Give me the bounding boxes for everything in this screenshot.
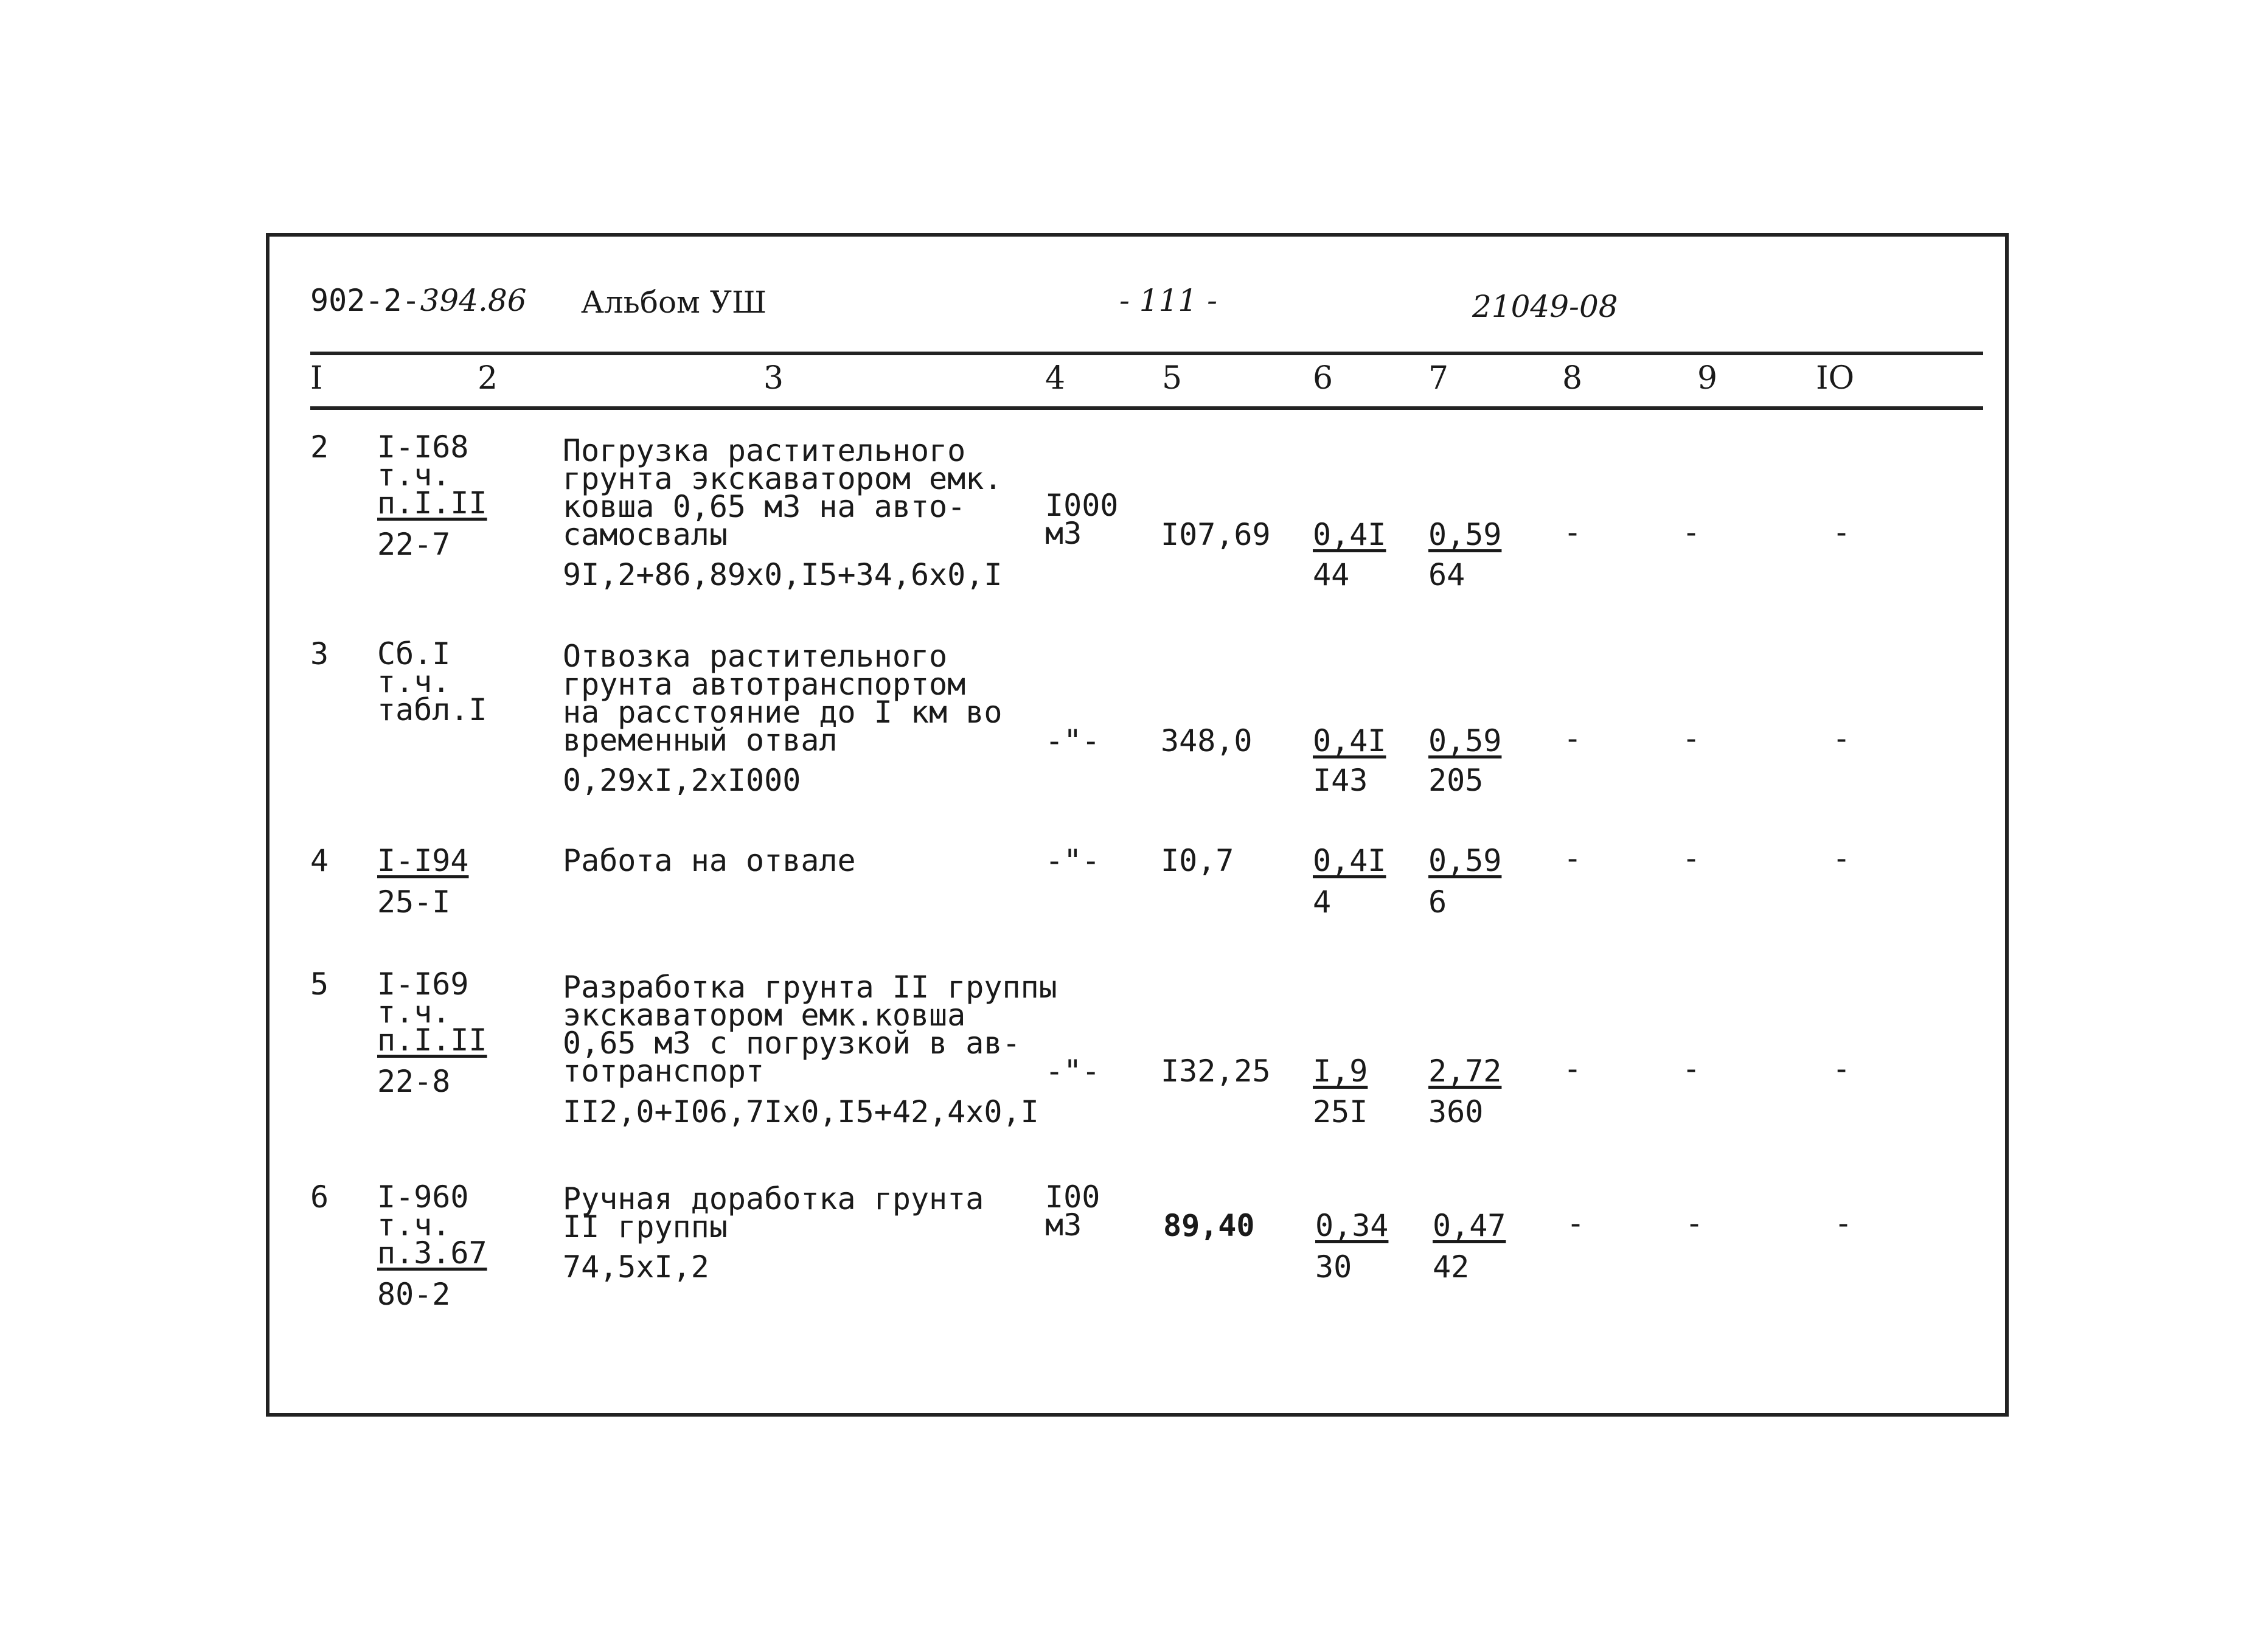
row-col8: - bbox=[1563, 1051, 1582, 1086]
row-unit: -"- bbox=[1045, 843, 1100, 878]
col-header-4: 4 bbox=[1045, 360, 1066, 397]
row-value: 348,0 bbox=[1161, 723, 1253, 758]
row-ref-code: 80-2 bbox=[377, 1277, 451, 1312]
row-col6-top: 0,4I bbox=[1313, 843, 1386, 878]
col-header-9: 9 bbox=[1697, 360, 1718, 397]
row-col7-top: 0,59 bbox=[1428, 723, 1502, 758]
row-col10: - bbox=[1834, 1206, 1853, 1241]
row-col7-top: 0,59 bbox=[1428, 517, 1502, 552]
row-ref-code: 25-I bbox=[377, 884, 451, 920]
row-col8: - bbox=[1563, 841, 1582, 876]
album-title: Альбом УШ bbox=[581, 285, 767, 320]
row-col10: - bbox=[1832, 515, 1851, 550]
row-col6-bottom: 25I bbox=[1313, 1094, 1368, 1130]
row-col9: - bbox=[1685, 1206, 1704, 1241]
row-reference: I-I69 т.ч. п.I.II bbox=[377, 967, 487, 1058]
row-description: Работа на отвале bbox=[563, 843, 856, 878]
row-col9: - bbox=[1682, 1051, 1701, 1086]
row-col6-top: 0,4I bbox=[1313, 517, 1386, 552]
row-col10: - bbox=[1832, 841, 1851, 876]
row-col7-bottom: 6 bbox=[1428, 884, 1447, 920]
row-col6-bottom: 44 bbox=[1313, 557, 1350, 592]
row-col9: - bbox=[1682, 721, 1701, 756]
row-unit: -"- bbox=[1045, 1053, 1100, 1089]
row-col6-top: I,9 bbox=[1313, 1053, 1368, 1089]
row-value: 89,40 bbox=[1163, 1208, 1255, 1243]
row-col8: - bbox=[1563, 721, 1582, 756]
row-col6-bottom: 4 bbox=[1313, 884, 1332, 920]
row-col6-bottom: 30 bbox=[1315, 1249, 1352, 1285]
row-ref-code: 22-8 bbox=[377, 1064, 451, 1099]
row-description: Погрузка растительного грунта экскаватором емк. ковша 0,65 м3 на авто- самосвалы bbox=[563, 433, 1003, 552]
row-col7-top: 2,72 bbox=[1428, 1053, 1502, 1089]
inventory-number: 21049-08 bbox=[1472, 289, 1618, 324]
row-number: 3 bbox=[310, 636, 329, 672]
row-col7-top: 0,59 bbox=[1428, 843, 1502, 878]
row-unit: -"- bbox=[1045, 723, 1100, 758]
row-col6-top: 0,34 bbox=[1315, 1208, 1389, 1243]
doc-code-printed: 902-2- bbox=[310, 283, 420, 318]
doc-code-handwritten: 394.86 bbox=[420, 283, 527, 318]
row-formula: II2,0+I06,7Ix0,I5+42,4x0,I bbox=[563, 1094, 1039, 1130]
row-value: I07,69 bbox=[1161, 517, 1271, 552]
row-col7-top: 0,47 bbox=[1433, 1208, 1506, 1243]
row-col7-bottom: 42 bbox=[1433, 1249, 1470, 1285]
col-header-5: 5 bbox=[1162, 360, 1183, 397]
row-description: Разработка грунта II группы экскаватором емк.ковша 0,65 м3 с погрузкой в ав- тотранспорт bbox=[563, 970, 1057, 1089]
row-unit: I000 м3 bbox=[1045, 488, 1119, 551]
row-col7-bottom: 360 bbox=[1428, 1094, 1484, 1130]
row-reference: I-I94 bbox=[377, 843, 469, 878]
page-frame bbox=[266, 233, 2009, 1417]
row-col10: - bbox=[1832, 721, 1851, 756]
header-rule-top bbox=[310, 352, 1983, 355]
col-header-3: 3 bbox=[763, 360, 784, 397]
row-number: 2 bbox=[310, 429, 329, 465]
row-number: 5 bbox=[310, 967, 329, 1002]
row-col10: - bbox=[1832, 1051, 1851, 1086]
row-col9: - bbox=[1682, 515, 1701, 550]
row-value: I0,7 bbox=[1161, 843, 1234, 878]
row-ref-code: 22-7 bbox=[377, 527, 451, 562]
row-col6-bottom: I43 bbox=[1313, 763, 1368, 798]
row-col7-bottom: 64 bbox=[1428, 557, 1465, 592]
row-col6-top: 0,4I bbox=[1313, 723, 1386, 758]
row-number: 6 bbox=[310, 1179, 329, 1215]
header-rule-bottom bbox=[310, 406, 1983, 410]
row-reference: I-960 т.ч. п.3.67 bbox=[377, 1179, 487, 1271]
row-reference: I-I68 т.ч. п.I.II bbox=[377, 429, 487, 521]
row-formula: 74,5xI,2 bbox=[563, 1249, 709, 1285]
row-formula: 0,29xI,2xI000 bbox=[563, 763, 801, 798]
col-header-6: 6 bbox=[1313, 360, 1333, 397]
doc-code bbox=[310, 283, 527, 318]
row-description: Отвозка растительного грунта автотранспортом на расстояние до I км во временный отвал bbox=[563, 639, 1003, 758]
row-col7-bottom: 205 bbox=[1428, 763, 1484, 798]
row-formula: 9I,2+86,89x0,I5+34,6x0,I bbox=[563, 557, 1003, 592]
col-header-7: 7 bbox=[1428, 360, 1449, 397]
col-header-10: IO bbox=[1816, 360, 1855, 397]
row-number: 4 bbox=[310, 843, 329, 878]
col-header-2: 2 bbox=[478, 360, 498, 397]
col-header-1: I bbox=[310, 360, 323, 397]
page-number: - 111 - bbox=[1119, 283, 1218, 318]
row-description: Ручная доработка грунта II группы bbox=[563, 1181, 984, 1244]
col-header-8: 8 bbox=[1562, 360, 1583, 397]
row-value: I32,25 bbox=[1161, 1053, 1271, 1089]
row-col9: - bbox=[1682, 841, 1701, 876]
row-col8: - bbox=[1566, 1206, 1585, 1241]
row-unit: I00 м3 bbox=[1045, 1179, 1100, 1243]
row-reference: Сб.I т.ч. табл.I bbox=[377, 636, 487, 727]
row-col8: - bbox=[1563, 515, 1582, 550]
